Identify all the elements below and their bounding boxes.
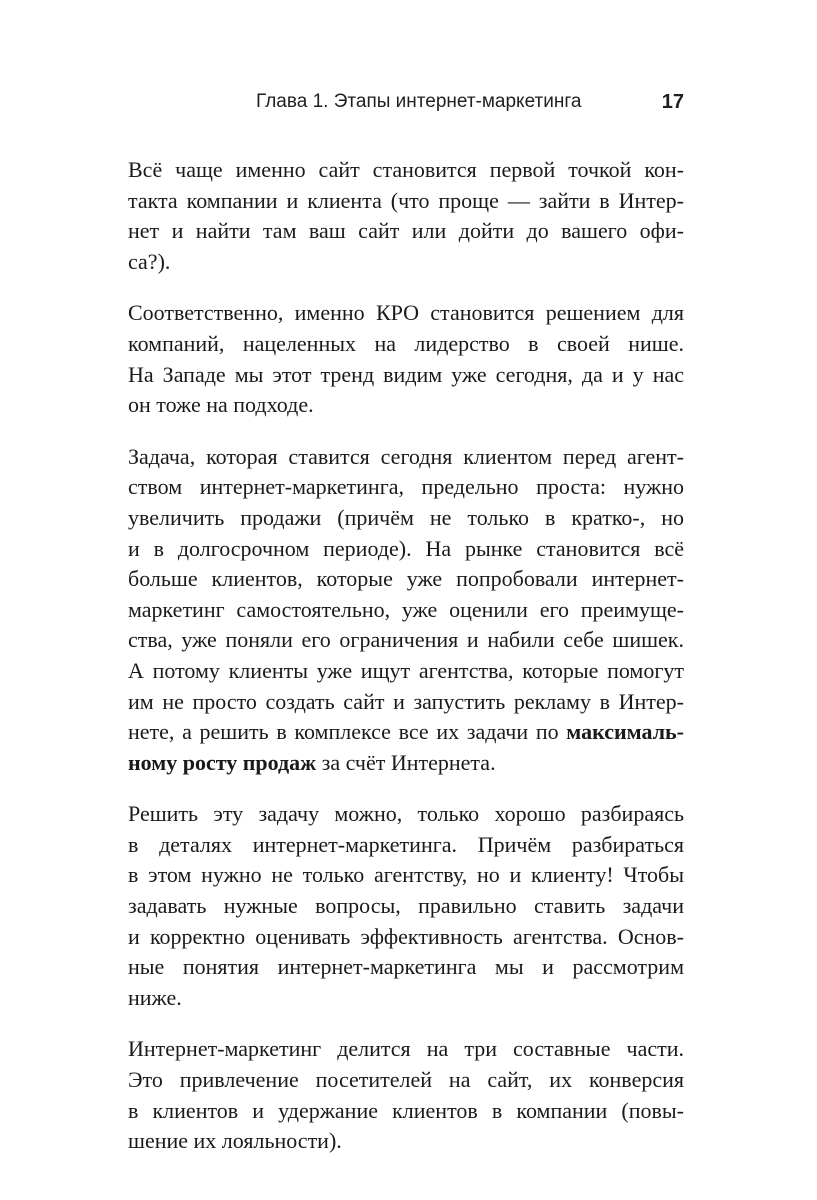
text-line: маркетинг самостоятельно, уже оценили его преимуще-	[128, 596, 684, 622]
body-text	[128, 155, 684, 1178]
text-line: ные понятия интернет-маркетинга мы и рассмотрим	[128, 954, 684, 980]
paragraph	[128, 799, 684, 1013]
text-line: Решить эту задачу можно, только хорошо разбираясь	[128, 801, 684, 827]
text-line: он тоже на подходе.	[128, 392, 314, 418]
page-number: 17	[661, 91, 684, 113]
text-line: в деталях интернет-маркетинга. Причём разбираться	[128, 831, 684, 857]
text-line: Соответственно, именно КРО становится решением для	[128, 300, 684, 326]
paragraph	[128, 155, 684, 277]
text-line: им не просто создать сайт и запустить рекламу в Интер-	[128, 688, 684, 714]
text-line: Задача, которая ставится сегодня клиентом перед агент-	[128, 443, 684, 469]
text-segment: нете, а решить в комплексе все их задачи по	[128, 719, 567, 745]
text-line: А потому клиенты уже ищут агентства, которые помогут	[128, 657, 684, 683]
text-line: На Западе мы этот тренд видим уже сегодня, да и у нас	[128, 361, 684, 387]
text-line: увеличить продажи (причём не только в кратко-, но	[128, 504, 684, 530]
text-line: ством интернет-маркетинга, предельно проста: нужно	[128, 474, 684, 500]
text-line: са?).	[128, 248, 171, 274]
text-line: Интернет-маркетинг делится на три составные части.	[128, 1036, 684, 1062]
text-line: нет и найти там ваш сайт или дойти до вашего офи-	[128, 218, 684, 244]
text-line	[128, 717, 684, 748]
text-line: шение их лояльности).	[128, 1128, 342, 1154]
text-line: в этом нужно не только агентству, но и клиенту! Чтобы	[128, 862, 684, 888]
paragraph	[128, 442, 684, 779]
text-line: задавать нужные вопросы, правильно ставить задачи	[128, 893, 684, 919]
text-line: больше клиентов, которые уже попробовали интернет-	[128, 566, 684, 592]
bold-phrase: ному росту продаж	[128, 749, 317, 775]
paragraph	[128, 1034, 684, 1156]
text-segment: за счёт Интернета.	[316, 749, 496, 775]
text-line: Всё чаще именно сайт становится первой точкой кон-	[128, 157, 684, 182]
text-line: ства, уже поняли его ограничения и набили себе шишек.	[128, 627, 684, 653]
running-head	[128, 88, 684, 116]
paragraph	[128, 298, 684, 420]
text-line: и в долгосрочном периоде). На рынке становится всё	[128, 535, 684, 561]
text-line	[128, 748, 684, 779]
text-line: в клиентов и удержание клиентов в компании (повы-	[128, 1097, 684, 1123]
bold-phrase: максималь-	[566, 719, 684, 745]
text-line: такта компании и клиента (что проще — зайти в Интер-	[128, 187, 684, 213]
text-line: компаний, нацеленных на лидерство в своей нише.	[128, 330, 684, 356]
text-line: Это привлечение посетителей на сайт, их конверсия	[128, 1067, 684, 1093]
chapter-title: Глава 1. Этапы интернет-маркетинга	[256, 91, 582, 112]
text-line: и корректно оценивать эффективность агентства. Основ-	[128, 923, 684, 949]
text-line: ниже.	[128, 984, 182, 1010]
